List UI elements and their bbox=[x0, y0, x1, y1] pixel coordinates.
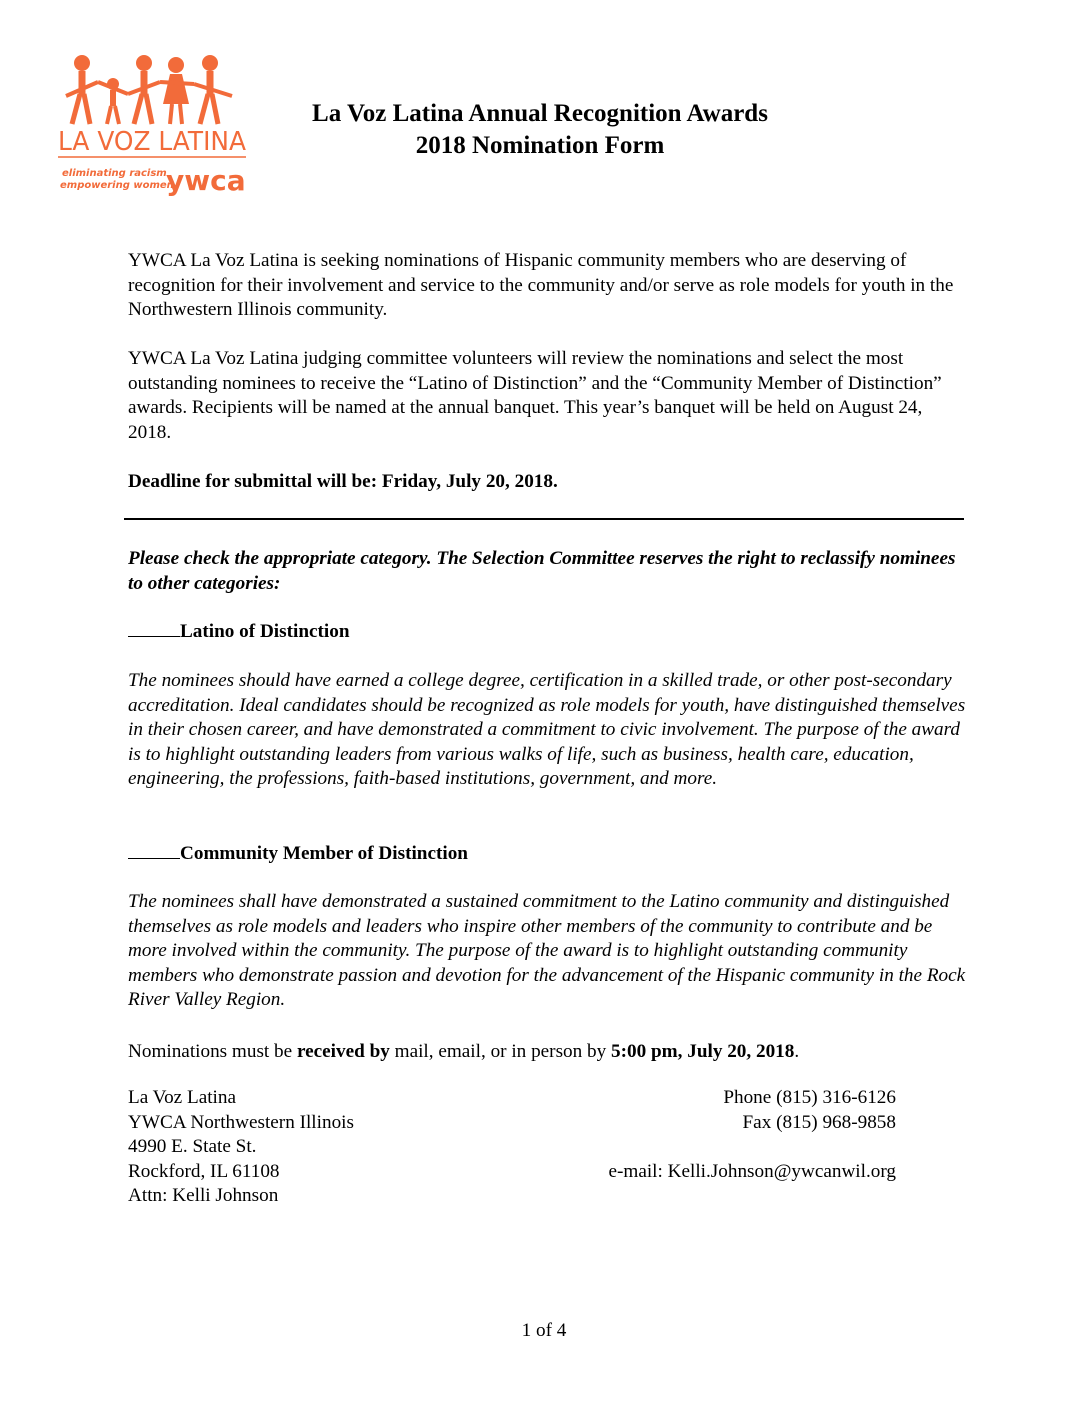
horizontal-divider bbox=[124, 518, 964, 520]
address-line: Rockford, IL 61108 bbox=[128, 1160, 280, 1182]
category-community-member-of-distinction bbox=[128, 842, 468, 866]
submission-text: . bbox=[794, 1041, 800, 1062]
address-line: 4990 E. State St. bbox=[128, 1136, 257, 1157]
category-label: Community Member of Distinction bbox=[180, 843, 468, 864]
address-line: Attn: Kelli Johnson bbox=[128, 1185, 279, 1206]
page-title bbox=[230, 98, 850, 162]
phone-number: Phone (815) 316-6126 bbox=[723, 1087, 896, 1108]
deadline-text: Deadline for submittal will be: Friday, July 20, 2018. bbox=[128, 471, 558, 492]
logo-tagline-1: eliminating racism bbox=[62, 168, 167, 179]
category-checkbox-blank[interactable] bbox=[128, 842, 180, 859]
intro-paragraph-2: YWCA La Voz Latina judging committee volunteers will review the nominations and select the most outstanding nominees to receive the “Latino of Distinction” and the “Community Member of Distinction” awards. Recipients will be named at the annual banquet. This year’s banquet will be held on August 24, 2018. bbox=[128, 348, 942, 443]
logo-ywca: ywca bbox=[166, 164, 246, 197]
category-description-latino: The nominees should have earned a college degree, certification in a skilled trade, or other post-secondary accreditation. Ideal candidates should be recognized as role models for youth, have distinguished themselves in their chosen career, and have demonstrated a commitment to civic involvement. The purpose of the award is to highlight outstanding leaders from various walks of life, such as business, health care, education, engineering, the professions, faith-based institutions, government, and more. bbox=[128, 670, 966, 789]
category-description-community: The nominees shall have demonstrated a sustained commitment to the Latino community and distinguished themselves as role models and leaders who inspire other members of the community to contribute and be more involved within the community. The purpose of the award is to highlight outstanding community members who demonstrate passion and devotion for the advancement of the Hispanic community in the Rock River Valley Region. bbox=[128, 891, 966, 1010]
logo-name: LA VOZ LATINA bbox=[58, 127, 247, 157]
submission-text: mail, email, or in person by bbox=[389, 1041, 612, 1062]
mailing-address bbox=[128, 1086, 354, 1209]
category-latino-of-distinction bbox=[128, 620, 350, 644]
title-line-2: 2018 Nomination Form bbox=[415, 132, 665, 159]
submission-text: Nominations must be bbox=[128, 1041, 297, 1062]
address-line: La Voz Latina bbox=[128, 1087, 236, 1108]
logo-tagline-2: empowering women bbox=[60, 180, 174, 191]
title-line-1: La Voz Latina Annual Recognition Awards bbox=[312, 100, 768, 127]
email-address[interactable]: e-mail: Kelli.Johnson@ywcanwil.org bbox=[608, 1160, 896, 1182]
category-checkbox-blank[interactable] bbox=[128, 620, 180, 637]
intro-paragraph-1: YWCA La Voz Latina is seeking nominations of Hispanic community members who are deserving of recognition for their involvement and service to the community and/or serve as role models for youth in the Northwestern Illinois community. bbox=[128, 250, 954, 320]
category-instructions: Please check the appropriate category. The Selection Committee reserves the right to reclassify nominees to other categories: bbox=[128, 548, 956, 594]
contact-info bbox=[609, 1086, 897, 1184]
submission-received-by: received by bbox=[296, 1041, 390, 1062]
category-label: Latino of Distinction bbox=[180, 621, 350, 642]
submission-deadline: 5:00 pm, July 20, 2018 bbox=[611, 1041, 795, 1062]
fax-number: Fax (815) 968-9858 bbox=[742, 1111, 896, 1133]
la-voz-latina-logo bbox=[56, 52, 252, 197]
paper-dolls-icon bbox=[56, 52, 252, 197]
page-number: 1 of 4 bbox=[521, 1320, 567, 1341]
submission-instructions bbox=[128, 1040, 966, 1065]
address-line: YWCA Northwestern Illinois bbox=[128, 1111, 354, 1133]
